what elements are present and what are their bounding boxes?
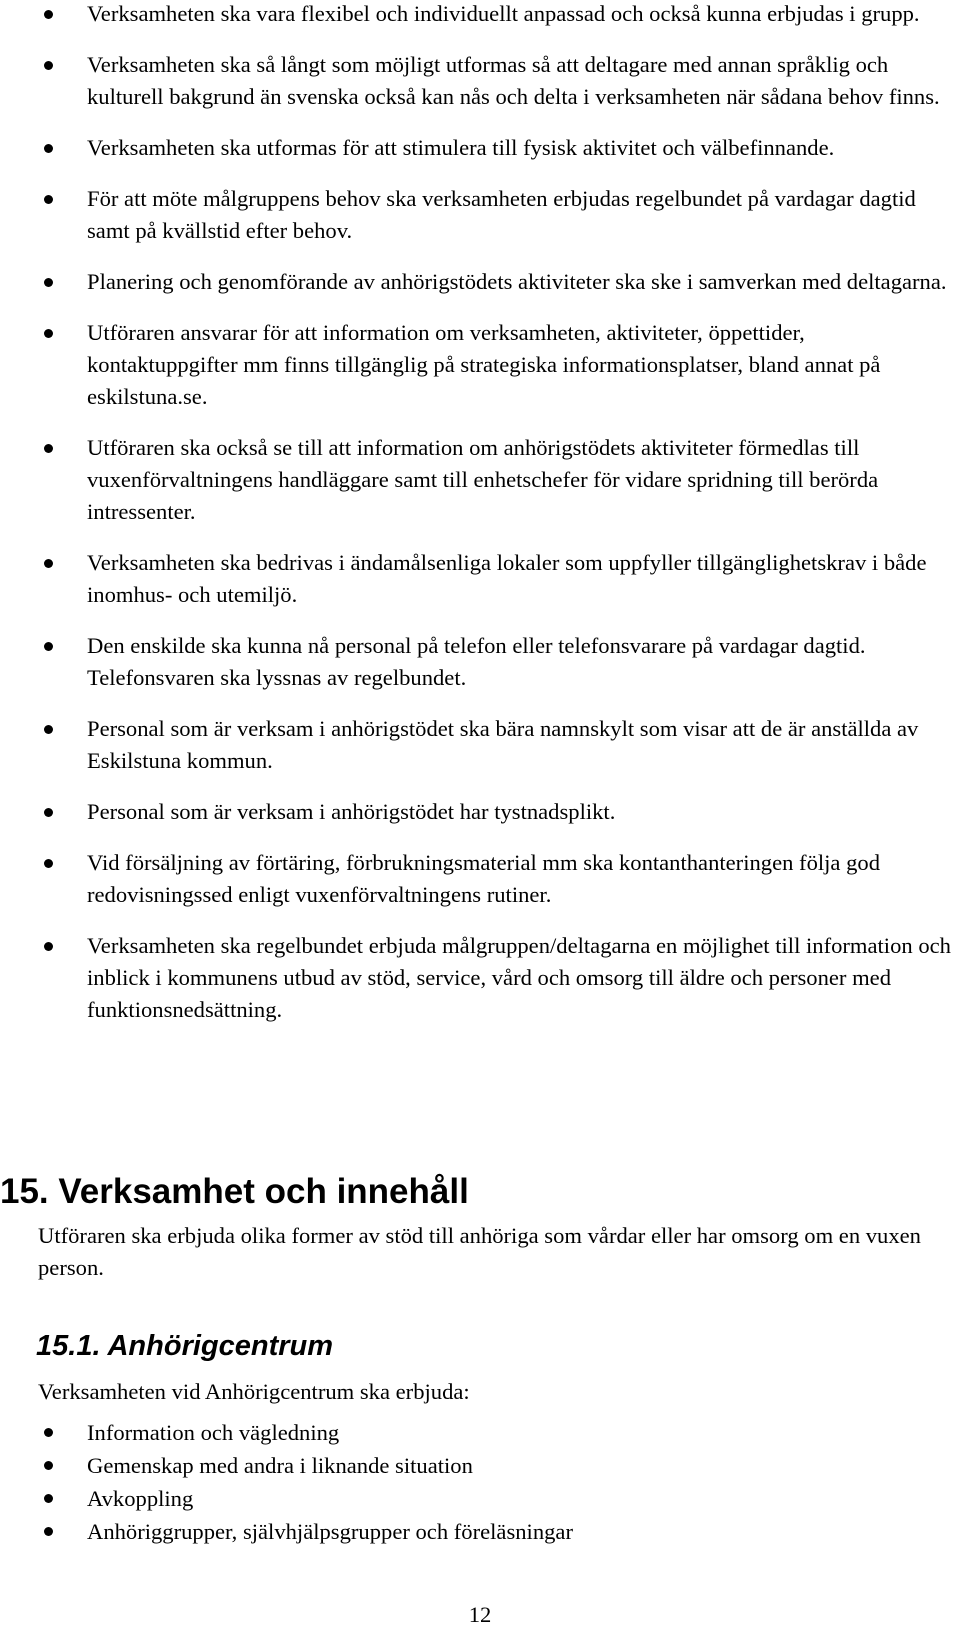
list-item	[0, 713, 960, 777]
bullet-icon	[44, 195, 53, 204]
list-item-text: Utföraren ansvarar för att information om verksamheten, aktiviteter, öppettider, kontaktuppgifter mm finns tillgänglig på strategiska informationsplatser, bland annat på eskilstuna.se.	[87, 320, 881, 409]
list-item-text: Personal som är verksam i anhörigstödet har tystnadsplikt.	[87, 799, 616, 824]
bullet-icon	[44, 559, 53, 568]
list-item-text: Information och vägledning	[87, 1420, 340, 1445]
list-item	[0, 432, 960, 528]
list-item-text: Verksamheten ska vara flexibel och individuellt anpassad och också kunna erbjudas i grupp.	[87, 1, 920, 26]
bullet-icon	[44, 144, 53, 153]
list-item-text: Planering och genomförande av anhörigstödets aktiviteter ska ske i samverkan med deltagarna.	[87, 269, 947, 294]
list-item	[0, 317, 960, 413]
bullet-icon	[44, 1494, 53, 1503]
list-item	[0, 630, 960, 694]
bullet-icon	[44, 642, 53, 651]
list-item-text: Verksamheten ska så långt som möjligt utformas så att deltagare med annan språklig och kulturell bakgrund än svenska också kan nås och delta i verksamheten när sådana behov finns.	[87, 52, 940, 109]
list-item	[0, 0, 960, 30]
list-item-text: Gemenskap med andra i liknande situation	[87, 1453, 473, 1478]
bullet-icon	[44, 859, 53, 868]
bullet-icon	[44, 1461, 53, 1470]
list-item-text: Verksamheten ska bedrivas i ändamålsenliga lokaler som uppfyller tillgänglighetskrav i både inomhus- och utemiljö.	[87, 550, 927, 607]
list-item	[0, 49, 960, 113]
list-item-text: Vid försäljning av förtäring, förbrukningsmaterial mm ska kontanthanteringen följa god redovisningssed enligt vuxenförvaltningens rutiner.	[87, 850, 880, 907]
list-item	[0, 1515, 960, 1548]
list-item	[0, 547, 960, 611]
bullet-icon	[44, 725, 53, 734]
subsection-intro: Verksamheten vid Anhörigcentrum ska erbjuda:	[38, 1379, 470, 1404]
list-item	[0, 1482, 960, 1515]
list-item	[0, 796, 960, 828]
bullet-icon	[44, 329, 53, 338]
list-item-text: Verksamheten ska regelbundet erbjuda målgruppen/deltagarna en möjlighet till information och inblick i kommunens utbud av stöd, service, vård och omsorg till äldre och personer med funktionsnedsättning.	[87, 933, 951, 1022]
list-item	[0, 1449, 960, 1482]
bullet-icon	[44, 942, 53, 951]
bullet-icon	[44, 1428, 53, 1437]
list-item	[0, 847, 960, 911]
list-item	[0, 132, 960, 164]
bullet-icon	[44, 278, 53, 287]
bullet-icon	[44, 1527, 53, 1536]
bullet-icon	[44, 444, 53, 453]
list-item-text: Avkoppling	[87, 1486, 194, 1511]
list-item	[0, 183, 960, 247]
bullet-icon	[44, 10, 53, 19]
list-item-text: Personal som är verksam i anhörigstödet ska bära namnskylt som visar att de är anställda av Eskilstuna kommun.	[87, 716, 919, 773]
offerings-bullet-list	[0, 1416, 960, 1548]
list-item-text: För att möte målgruppens behov ska verksamheten erbjudas regelbundet på vardagar dagtid samt på kvällstid efter behov.	[87, 186, 916, 243]
list-item-text: Utföraren ska också se till att information om anhörigstödets aktiviteter förmedlas till vuxenförvaltningens handläggare samt till enhetschefer för vidare spridning till berörda intressenter.	[87, 435, 879, 524]
subsection-heading: 15.1. Anhörigcentrum	[36, 1330, 334, 1362]
list-item-text: Den enskilde ska kunna nå personal på telefon eller telefonsvarare på vardagar dagtid. Telefonsvaren ska lyssnas av regelbundet.	[87, 633, 866, 690]
list-item-text: Verksamheten ska utformas för att stimulera till fysisk aktivitet och välbefinnande.	[87, 135, 835, 160]
section-heading: 15. Verksamhet och innehåll	[0, 1172, 469, 1211]
list-item	[0, 1416, 960, 1449]
section-text: Utföraren ska erbjuda olika former av stöd till anhöriga som vårdar eller har omsorg om en vuxen person.	[38, 1223, 921, 1280]
list-item	[0, 266, 960, 298]
bullet-icon	[44, 808, 53, 817]
list-item	[0, 930, 960, 1026]
list-item-text: Anhöriggrupper, självhjälpsgrupper och föreläsningar	[87, 1519, 573, 1544]
page-number: 12	[468, 1602, 492, 1627]
bullet-icon	[44, 61, 53, 70]
